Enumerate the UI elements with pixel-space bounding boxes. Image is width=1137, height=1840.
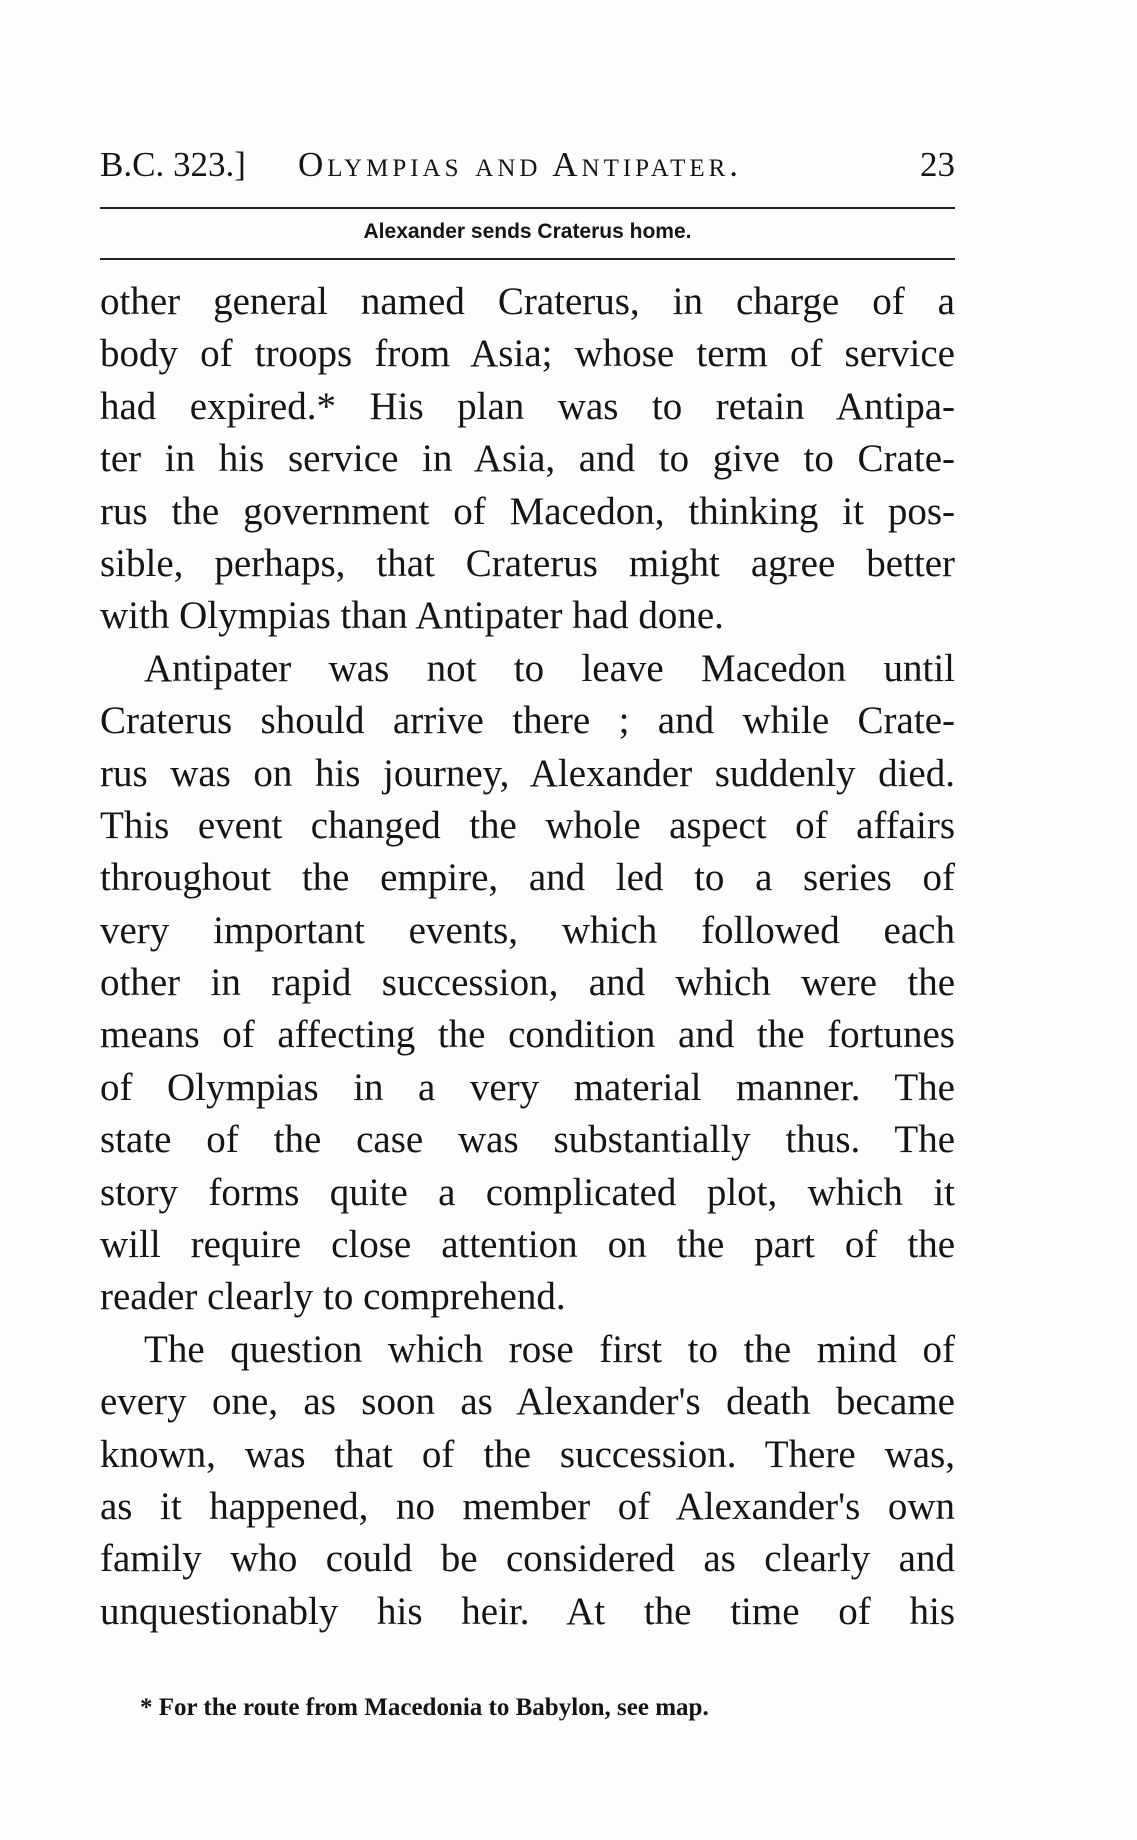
header-date: B.C. 323.] xyxy=(100,145,246,184)
text-line: Antipater was not to leave Macedon until xyxy=(144,646,955,690)
text-line: had expired.* His plan was to retain Antipa- xyxy=(100,384,955,428)
text-line: state of the case was substantially thus. The xyxy=(100,1118,955,1162)
text-line: will require close attention on the part of the xyxy=(100,1223,955,1267)
text-line: family who could be considered as clearly and xyxy=(100,1537,955,1581)
text-line: Craterus should arrive there ; and while Crate- xyxy=(100,699,955,743)
text-line: ter in his service in Asia, and to give to Crate- xyxy=(100,437,955,481)
text-line: story forms quite a complicated plot, which it xyxy=(100,1170,955,1214)
text-line: The question which rose first to the mind of xyxy=(144,1327,955,1371)
text-line: rus was on his journey, Alexander suddenly died. xyxy=(100,751,955,795)
text-line: throughout the empire, and led to a series of xyxy=(100,856,955,900)
text-line: other in rapid succession, and which were the xyxy=(100,961,955,1005)
header-rule-bottom xyxy=(100,258,955,260)
text-line: This event changed the whole aspect of affairs xyxy=(100,803,955,847)
text-line: sible, perhaps, that Craterus might agree better xyxy=(100,541,955,585)
text-line: very important events, which followed each xyxy=(100,908,955,952)
text-line: body of troops from Asia; whose term of service xyxy=(100,332,955,376)
text-line: means of affecting the condition and the fortunes xyxy=(100,1013,955,1057)
section-subheading: Alexander sends Craterus home. xyxy=(363,220,692,243)
text-line: known, was that of the succession. There was, xyxy=(100,1432,955,1476)
header-rule-top xyxy=(100,207,955,209)
text-line: with Olympias than Antipater had done. xyxy=(100,594,724,638)
body-text xyxy=(100,276,955,1638)
text-line: of Olympias in a very material manner. The xyxy=(100,1065,955,1109)
text-line: reader clearly to comprehend. xyxy=(100,1275,566,1319)
text-line: other general named Craterus, in charge of a xyxy=(100,280,955,323)
running-head xyxy=(100,140,955,190)
text-line: as it happened, no member of Alexander's own xyxy=(100,1484,955,1528)
footnote: * For the route from Macedonia to Babylon, see map. xyxy=(140,1694,709,1721)
page-number: 23 xyxy=(920,145,955,184)
text-line: unquestionably his heir. At the time of his xyxy=(100,1589,955,1633)
text-line: every one, as soon as Alexander's death became xyxy=(100,1380,955,1424)
header-title: Olympias and Antipater. xyxy=(298,145,743,184)
text-line: rus the government of Macedon, thinking it pos- xyxy=(100,489,955,533)
